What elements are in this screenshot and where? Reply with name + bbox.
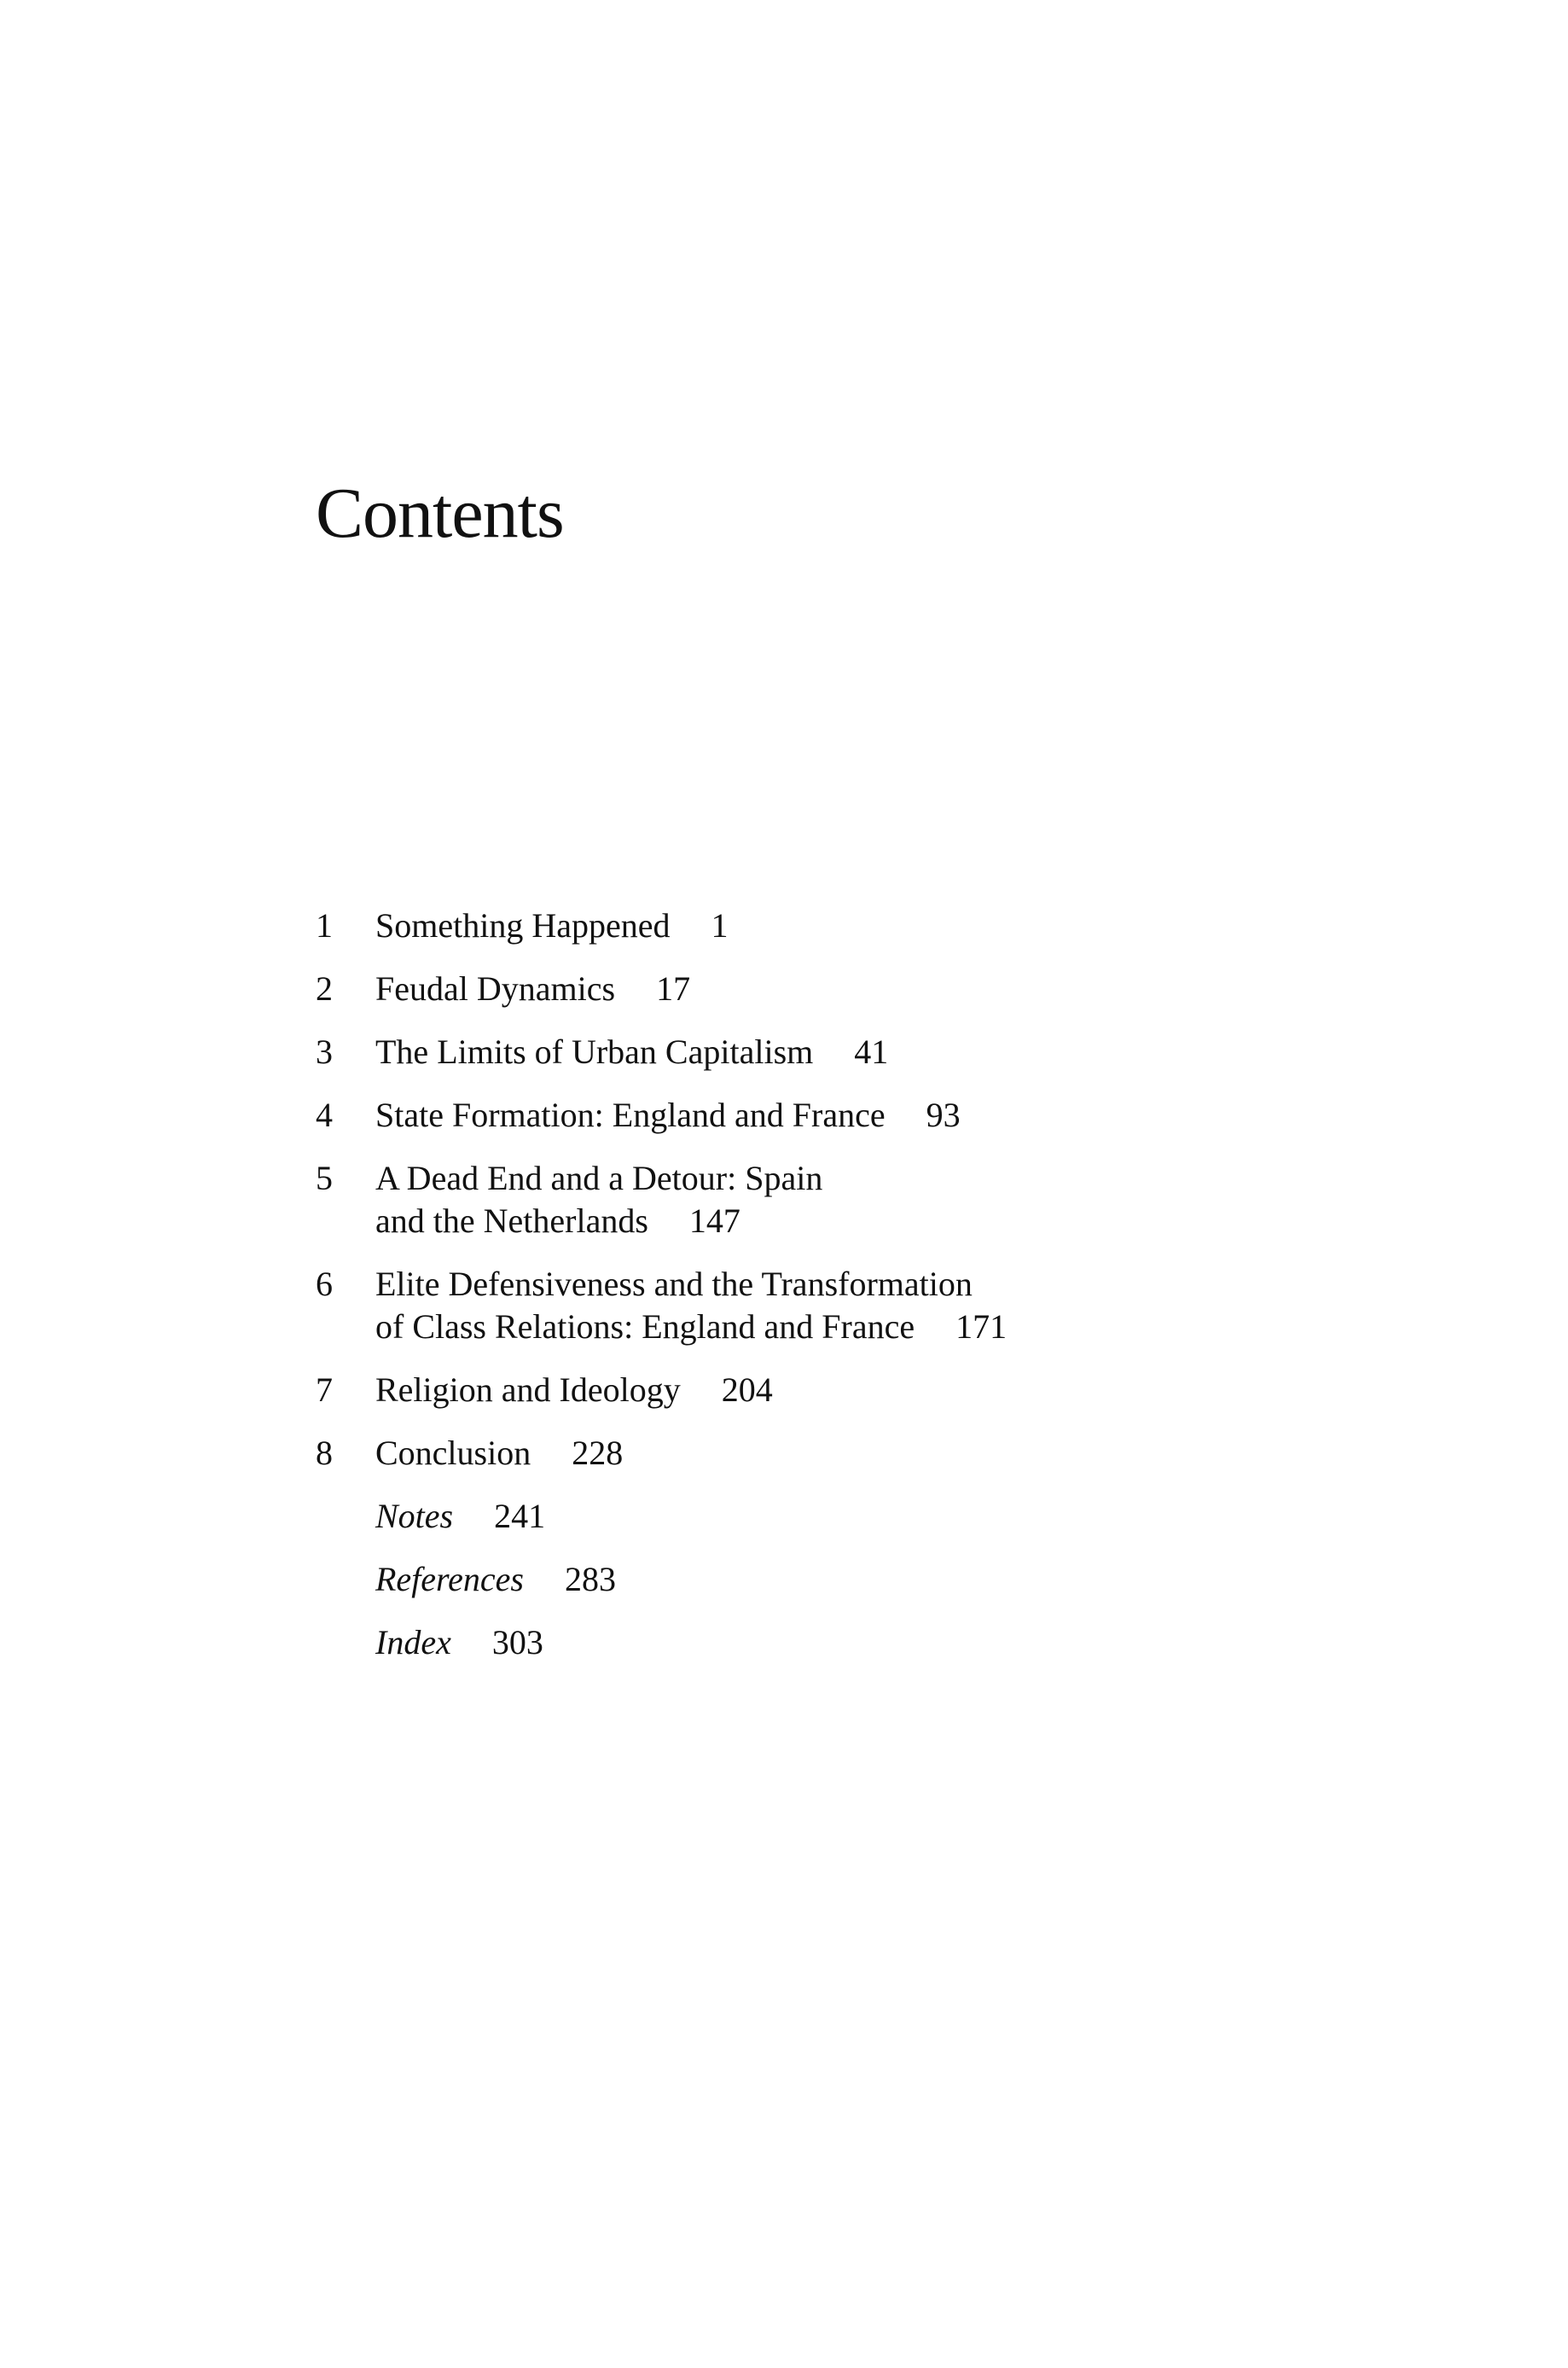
chapter-title: Elite Defensiveness and the Transformation of Class Relations: England and France 171 bbox=[375, 1265, 1008, 1346]
page-number: 303 bbox=[491, 1623, 543, 1661]
chapter-title: A Dead End and a Detour: Spain and the Netherlands 147 bbox=[375, 1159, 823, 1240]
chapter-number: 6 bbox=[316, 1265, 333, 1303]
page-title: Contents bbox=[316, 474, 564, 553]
page-number: 17 bbox=[656, 969, 691, 1008]
page-number: 204 bbox=[721, 1370, 773, 1409]
chapter-title: State Formation: England and France 93 bbox=[375, 1096, 961, 1134]
back-matter-title: References 283 bbox=[375, 1560, 616, 1598]
page-number: 93 bbox=[926, 1096, 961, 1134]
chapter-number: 8 bbox=[316, 1434, 333, 1472]
back-matter-title: Notes 241 bbox=[375, 1497, 546, 1535]
page-number: 228 bbox=[572, 1434, 624, 1472]
page-number: 283 bbox=[564, 1560, 616, 1598]
back-matter-title: Index 303 bbox=[375, 1623, 543, 1661]
chapter-number: 3 bbox=[316, 1033, 333, 1071]
chapter-title: Religion and Ideology 204 bbox=[375, 1370, 773, 1409]
chapter-title: Conclusion 228 bbox=[375, 1434, 624, 1472]
chapter-number: 2 bbox=[316, 969, 333, 1008]
page-number: 171 bbox=[955, 1307, 1008, 1346]
page-number: 1 bbox=[711, 906, 729, 945]
chapter-title: Feudal Dynamics 17 bbox=[375, 969, 691, 1008]
chapter-number: 7 bbox=[316, 1370, 333, 1409]
chapter-number: 5 bbox=[316, 1159, 333, 1197]
chapter-number: 1 bbox=[316, 906, 333, 945]
chapter-title: Something Happened 1 bbox=[375, 906, 729, 945]
page-number: 147 bbox=[688, 1201, 740, 1240]
page-number: 41 bbox=[854, 1033, 889, 1071]
chapter-title: The Limits of Urban Capitalism 41 bbox=[375, 1033, 889, 1071]
chapter-number: 4 bbox=[316, 1096, 333, 1134]
page-number: 241 bbox=[494, 1497, 546, 1535]
